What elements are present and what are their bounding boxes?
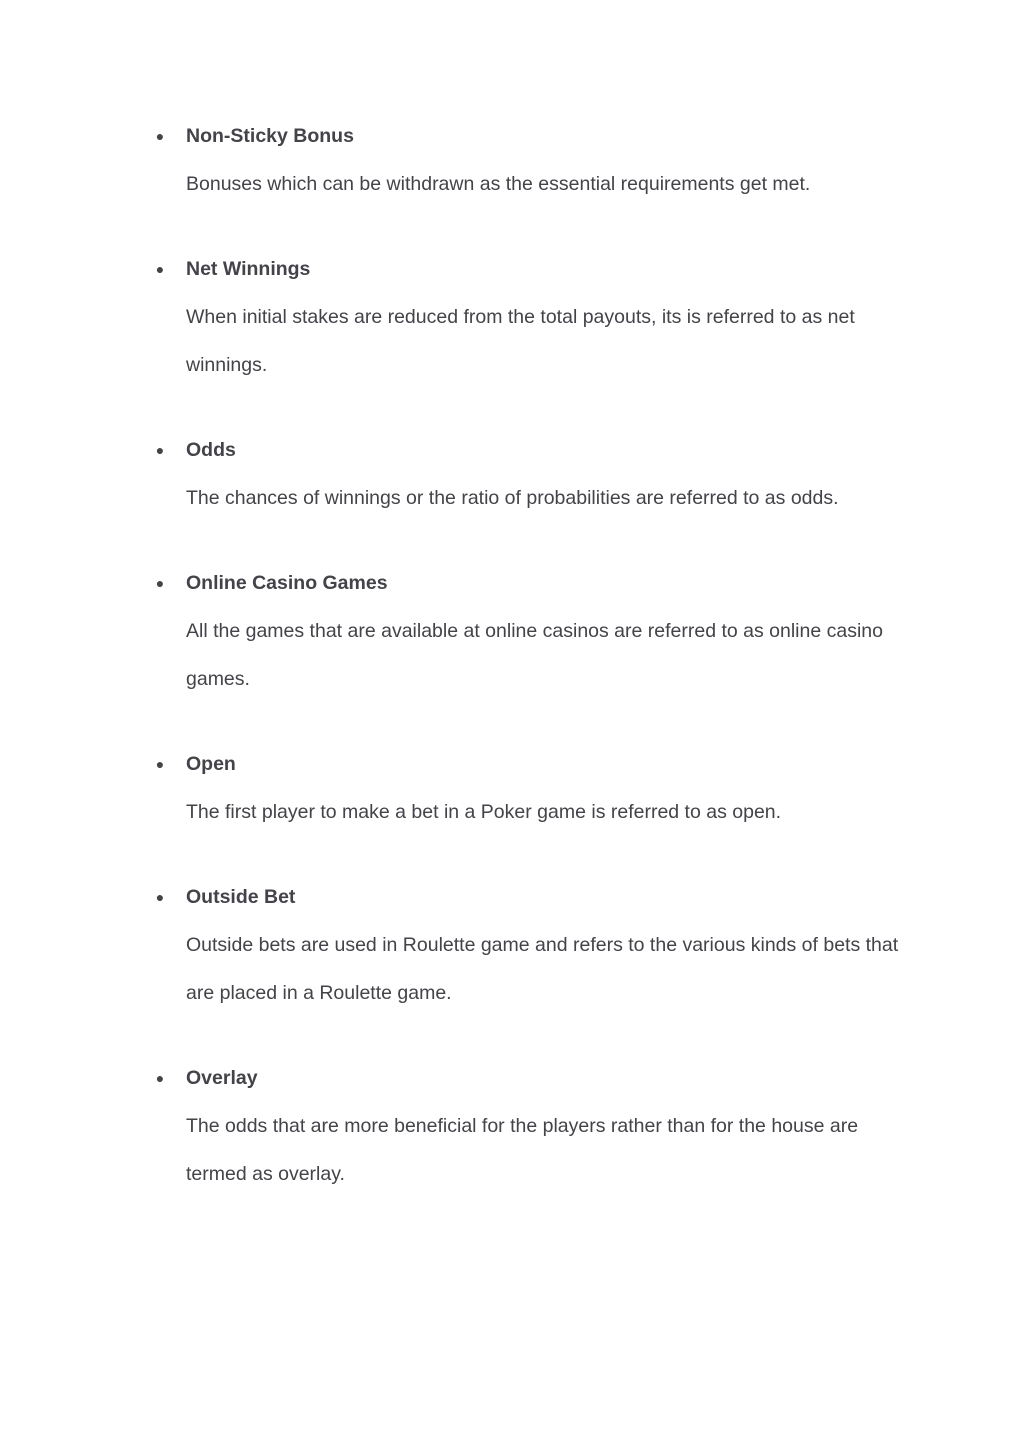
glossary-entry-outside-bet (0, 883, 1024, 1017)
glossary-entry-odds (0, 436, 1024, 522)
glossary-entry-overlay (0, 1064, 1024, 1198)
glossary-definition: The chances of winnings or the ratio of probabilities are referred to as odds. (186, 487, 839, 509)
bullet-icon: ● (155, 756, 165, 772)
glossary-entry-non-sticky-bonus (0, 122, 1024, 208)
glossary-definition: The first player to make a bet in a Poker game is referred to as open. (186, 801, 782, 823)
glossary-definition: All the games that are available at online casinos are referred to as online casino games. (186, 620, 883, 690)
bullet-icon: ● (155, 1070, 165, 1086)
glossary-entry-online-casino-games (0, 569, 1024, 703)
bullet-icon: ● (155, 128, 165, 144)
glossary-definition: Outside bets are used in Roulette game and refers to the various kinds of bets that are placed in a Roulette game. (186, 934, 899, 1004)
glossary-term: Online Casino Games (186, 572, 388, 594)
bullet-icon: ● (155, 442, 165, 458)
glossary-definition: The odds that are more beneficial for the players rather than for the house are termed as overlay. (186, 1115, 859, 1185)
glossary-term: Non-Sticky Bonus (186, 125, 354, 147)
glossary-definition: When initial stakes are reduced from the total payouts, its is referred to as net winnings. (186, 306, 855, 376)
glossary-entry-net-winnings (0, 255, 1024, 389)
bullet-icon: ● (155, 261, 165, 277)
glossary-entry-open (0, 750, 1024, 836)
glossary-term: Overlay (186, 1067, 258, 1089)
glossary-term: Odds (186, 439, 236, 461)
glossary-term: Outside Bet (186, 886, 296, 908)
bullet-icon: ● (155, 575, 165, 591)
glossary-term: Net Winnings (186, 258, 311, 280)
glossary-definition: Bonuses which can be withdrawn as the essential requirements get met. (186, 173, 811, 195)
glossary-list (0, 122, 1024, 1245)
glossary-term: Open (186, 753, 236, 775)
bullet-icon: ● (155, 889, 165, 905)
